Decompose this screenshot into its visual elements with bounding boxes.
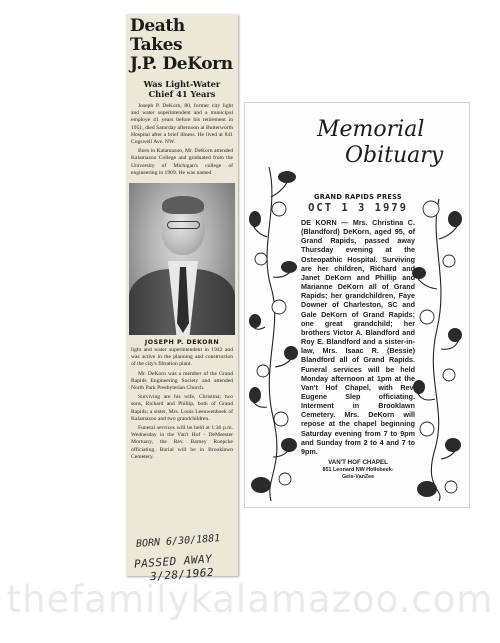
article-paragraph: Funeral services will be held at 1:30 p.m. Wednesday in the Van't Hof - DeMeester Mortuary, the Rev. Barney Roepcke officiating. Burial will be in Brooklawn Cemetery. <box>131 425 233 460</box>
obituary-text: DE KORN — Mrs. Christina C. (Blandford) DeKorn, aged 95, of Grand Rapids, passed away Thursday evening at the Osteopathic Hospital. Surviving are her children, Richard and Janet DeKorn and Phillip and Marianne DeKorn all of Grand Rapids; her grandchildren, Faye Downer of Charleston, SC and Gale DeKorn of Grand Rapids; one great grandchild; her brothers Victor A. Blandford and Roy E. Blandford and a sister-in-law, Mrs. Isaac R. (Bessie) Blandford all of Grand Rapids. Funeral services will be held Monday afternoon at 1pm at the Van't Hof Chapel, with Rev. Eugene Slep officiating. Interment in Brooklawn Cemetery. Mrs. DeKorn will repose at the chapel beginning Saturday evening from 7 to 9pm and Sunday from 2 to 4 and 7 to 9pm. <box>301 218 415 456</box>
subhead-line1: Was Light-Water <box>143 79 221 89</box>
newspaper-name: GRAND RAPIDS PRESS <box>314 193 402 201</box>
subheadline <box>130 79 234 99</box>
article-paragraph: Joseph P. DeKorn, 80, former city light and water superintendent and a municipal employe 41 years before his retirement in 1951, died Saturday afternoon at Butterworth Hospital after a brief illness. He lived at 841 Cogswell Ave. NW. <box>131 103 233 146</box>
floral-border-right-icon <box>411 199 463 501</box>
handwritten-born-date: BORN 6/30/1881 <box>135 533 221 550</box>
memorial-title <box>317 117 457 169</box>
article-body-top <box>131 103 233 177</box>
title-line2: Obituary <box>345 143 444 168</box>
funeral-home-address: 851 Leonard NW Hollebeek- <box>322 466 394 473</box>
newspaper-clipping-joseph-dekorn <box>126 14 238 576</box>
funeral-home-city: Geis-VanZee <box>341 474 375 481</box>
photo-caption: JOSEPH P. DEKORN <box>144 339 220 347</box>
funeral-home-name: VAN'T HOF CHAPEL <box>328 459 388 467</box>
handwritten-death-date: 3/28/1962 <box>149 565 215 584</box>
article-paragraph: light and water superintendent in 1942 and was active in the planning and construction of the city's filtration plant. <box>131 347 233 368</box>
date-stamp: OCT 1 3 1979 <box>308 202 408 214</box>
article-paragraph: Born in Kalamazoo, Mr. DeKorn attended Kalamazoo College and graduated from the University of Michigan's college of engineering in 1909. He was named <box>131 148 233 176</box>
headline-line1: Death Takes <box>130 16 185 55</box>
subhead-line2: Chief 41 Years <box>148 89 216 99</box>
handwritten-passed-away: PASSED AWAY <box>133 552 213 571</box>
title-line1: Memorial <box>317 117 425 142</box>
headline-line2: J.P. DeKorn <box>130 54 233 74</box>
floral-border-left-icon <box>249 167 299 501</box>
article-paragraph: Surviving are his wife, Christina; two sons, Richard and Phillip, both of Grand Rapids; a sister, Mrs. Louis Leeuwenhoek of Kalamazoo and two grandchildren. <box>131 394 233 422</box>
funeral-home <box>301 459 415 482</box>
headline <box>130 17 234 74</box>
portrait-photo <box>129 183 235 335</box>
article-paragraph: Mr. DeKorn was a member of the Grand Rapids Engineering Society and attended North Park Presbyterian Church. <box>131 370 233 392</box>
memorial-obituary-card <box>244 102 470 508</box>
site-watermark: thefamilykalamazoo.com <box>6 578 494 621</box>
obituary-notice <box>301 191 415 497</box>
article-body-bottom <box>131 347 233 461</box>
